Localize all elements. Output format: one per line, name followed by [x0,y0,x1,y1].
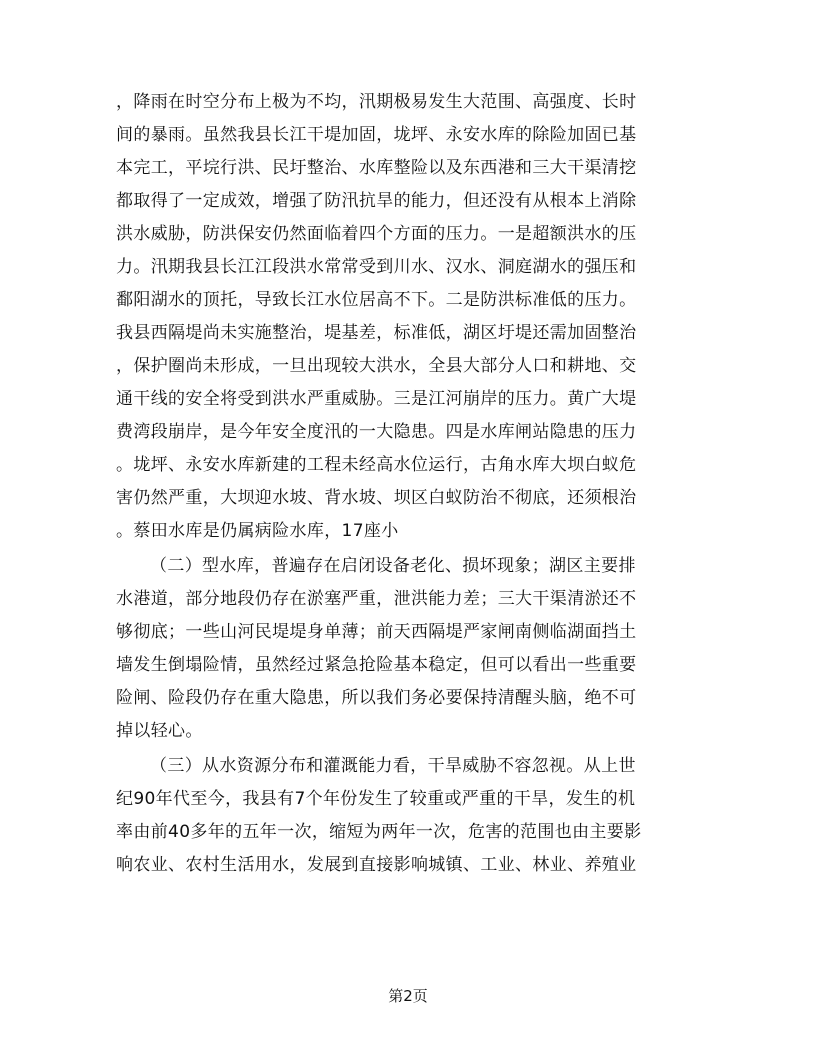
text-line: 费湾段崩岸，是今年安全度汛的一大隐患。四是水库闸站隐患的压力 [116,422,637,442]
text-line: 鄱阳湖水的顶托，导致长江水位居高不下。二是防洪标准低的压力。 [116,290,637,310]
text-line: 。蔡田水库是仍属病险水库，17座小 [116,521,399,541]
text-line: 害仍然严重，大坝迎水坡、背水坡、坝区白蚁防治不彻底，还须根治 [116,488,637,508]
text-line: 够彻底；一些山河民堤堤身单薄；前天西隔堤严家闸南侧临湖面挡土 [116,622,637,642]
page-number: 第2页 [388,987,428,1005]
text-line: 水港道，部分地段仍存在淤塞严重，泄洪能力差；三大干渠清淤还不 [116,589,637,609]
text-line: 通干线的安全将受到洪水严重威胁。三是江河崩岸的压力。黄广大堤 [116,389,637,409]
paragraph-start-line: （三）从水资源分布和灌溉能力看，干旱威胁不容忽视。从上世 [150,756,636,776]
text-line: 都取得了一定成效，增强了防汛抗旱的能力，但还没有从根本上消除 [116,191,637,211]
text-line: 率由前40多年的五年一次，缩短为两年一次，危害的范围也由主要影 [116,822,642,842]
text-line: 纪90年代至今，我县有7个年份发生了较重或严重的干旱，发生的机 [116,789,636,809]
text-line: ，保护圈尚未形成，一旦出现较大洪水，全县大部分人口和耕地、交 [116,356,637,376]
text-line: 掉以轻心。 [116,721,203,741]
text-line: 本完工，平垸行洪、民圩整治、水库整险以及东西港和三大干渠清挖 [116,158,637,178]
text-line: 洪水威胁，防洪保安仍然面临着四个方面的压力。一是超额洪水的压 [116,224,637,244]
text-line: 。垅坪、永安水库新建的工程未经高水位运行，古角水库大坝白蚁危 [116,455,637,475]
text-line: 响农业、农村生活用水，发展到直接影响城镇、工业、林业、养殖业 [116,855,637,875]
text-line: 险闸、险段仍存在重大隐患，所以我们务必要保持清醒头脑，绝不可 [116,688,637,708]
text-line: 力。汛期我县长江江段洪水常常受到川水、汉水、洞庭湖水的强压和 [116,257,637,277]
text-line: 墙发生倒塌险情，虽然经过紧急抢险基本稳定，但可以看出一些重要 [116,655,637,675]
text-line: ，降雨在时空分布上极为不均，汛期极易发生大范围、高强度、长时 [116,92,637,112]
text-line: 我县西隔堤尚未实施整治，堤基差，标准低，湖区圩堤还需加固整治 [116,323,637,343]
paragraph-start-line: （二）型水库，普遍存在启闭设备老化、损坏现象；湖区主要排 [150,556,636,576]
text-line: 间的暴雨。虽然我县长江干堤加固，垅坪、永安水库的除险加固已基 [116,125,637,145]
